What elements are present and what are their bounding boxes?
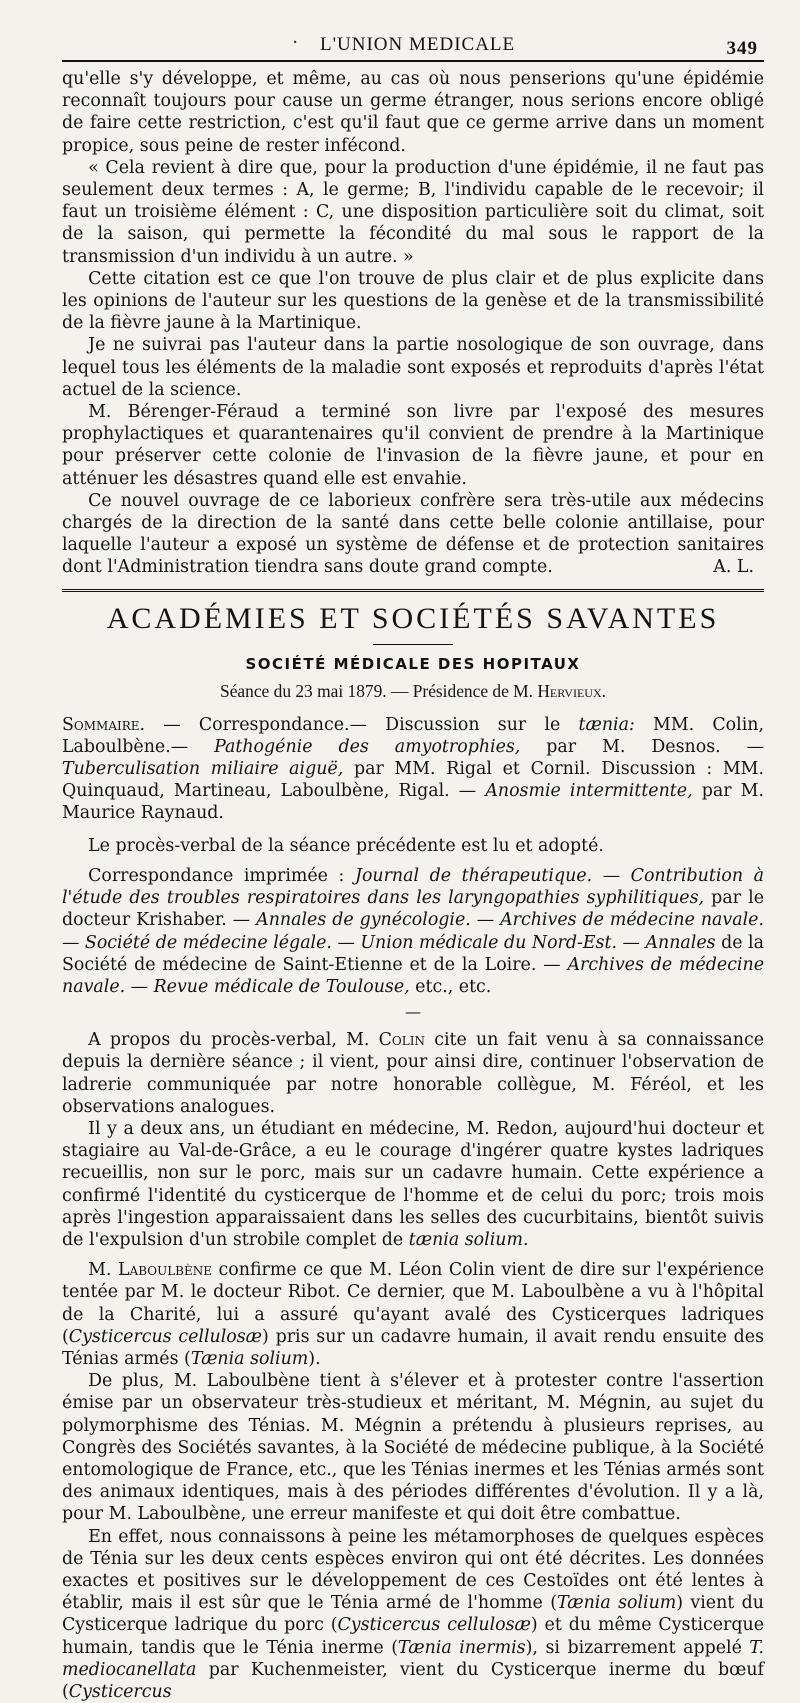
- conclusion-text: Ce nouvel ouvrage de ce laborieux confrère sera très-utile aux médecins chargés de la direction de la santé dans cette belle colonie antillaise, pour laquelle l'auteur a exposé un système de défense et de protection sanitaires dont l'Administration tiendra sans doute grand compte.: [62, 490, 764, 578]
- sommaire-italic-2: Pathogénie des amyotrophies,: [214, 736, 521, 757]
- laboulbene3-italic-1: Tænia solium: [556, 1593, 677, 1614]
- author-signature: A. L.: [713, 557, 754, 578]
- short-rule: [373, 644, 453, 645]
- sommaire-text-4: par MM. Rigal et Cornil. Discussion : MM. Quinquaud, Martineau, Laboulbène, Rigal. —: [62, 759, 764, 802]
- laboulbene1-text-2: confirme ce que M. Léon Colin vient de dire sur l'expérience tentée par M. le docteur Ribot. Ce dernier, que M. Laboulbène a vu à l'hôpital de la Charité, lui a assuré qu'ayant avalé des Cysticerques ladriques (: [62, 1260, 764, 1347]
- redon-italic-1: tænia solium.: [408, 1229, 529, 1250]
- colin-text-2: cite un fait venu à sa connaissance depuis la dernière séance ; il vient, pour ainsi dire, continuer l'observation de ladrerie communiquée par notre honorable collègue, M. Féréol, et les observations analogues.: [62, 1030, 765, 1117]
- running-header: [62, 28, 764, 58]
- colin-text-1: A propos du procès-verbal, M.: [88, 1030, 379, 1051]
- paragraph-colin: [62, 1029, 764, 1118]
- sommaire-italic-1: tænia:: [578, 714, 635, 735]
- societe-title: SOCIÉTÉ MÉDICALE DES HOPITAUX: [245, 654, 581, 673]
- seance-prefix: Séance du 23 mai 1879. — Présidence de M.: [220, 680, 533, 701]
- laboulbene3-text-4: ), si bizarrement appelé: [525, 1637, 750, 1658]
- sommaire-italic-4: Anosmie intermittente,: [485, 781, 693, 802]
- spacer: [62, 1251, 764, 1259]
- laboulbene1-italic-2: Tænia solium: [190, 1348, 309, 1369]
- correspondance-text-1: Correspondance imprimée :: [88, 865, 355, 886]
- section-rule: [62, 589, 764, 592]
- seance-president: Hervieux.: [537, 680, 606, 701]
- sommaire: [62, 714, 764, 825]
- paragraph-continuation: qu'elle s'y développe, et même, au cas où nous penserions qu'une épidémie reconnaît toujours pour cause un germe étranger, nous serions encore obligé de faire cette restriction, c'est qu'il faut que ce germe arrive dans un moment propice, sous peine de rester infécond.: [62, 69, 764, 156]
- sommaire-italic-3: Tuberculisation miliaire aiguë,: [62, 759, 344, 780]
- paragraph-nosologie: Je ne suivrai pas l'auteur dans la partie nosologique de son ouvrage, dans lequel tous les éléments de la maladie sont exposés et reproduits d'après l'état actuel de la science.: [62, 335, 764, 400]
- laboulbene3-italic-3: Tænia inermis: [398, 1637, 526, 1658]
- header-rule: [62, 60, 764, 62]
- section-title: ACADÉMIES ET SOCIÉTÉS SAVANTES: [106, 601, 720, 635]
- paragraph-laboulbene-3: [62, 1526, 764, 1703]
- speaker-colin: Colin: [378, 1030, 425, 1051]
- laboulbene3-italic-5: Cysticercus: [68, 1682, 172, 1702]
- sommaire-text-5: par M. Maurice Raynaud.: [62, 781, 764, 824]
- proces-verbal: Le procès-verbal de la séance précédente est lu et adopté.: [88, 835, 604, 856]
- sommaire-text-3: par M. Desnos. —: [520, 736, 764, 757]
- paragraph-laboulbene-1: [62, 1259, 764, 1370]
- laboulbene3-text-2: ) vient du Cysticerque ladrique du porc (: [62, 1593, 764, 1636]
- header-dot: ·: [292, 32, 300, 53]
- journal-title: L'UNION MEDICALE: [320, 34, 516, 55]
- laboulbene1-text-3: ) pris sur un cadavre humain, il avait rendu ensuite des Ténias armés (: [62, 1326, 764, 1369]
- correspondance: [62, 865, 764, 998]
- laboulbene3-text-3: ) et du même Cysticerque humain, tandis que le Ténia inerme (: [62, 1615, 764, 1658]
- correspondance-text-4: etc., etc.: [409, 976, 492, 997]
- speaker-laboulbene: Laboulbène: [117, 1260, 212, 1281]
- laboulbene1-text-1: M.: [88, 1260, 118, 1281]
- spacer: [62, 857, 764, 865]
- paragraph-redon: [62, 1118, 764, 1251]
- correspondance-italic-2: Annales de gynécologie. — Archives de médecine navale. — Société de médecine légale. — Union médicale du Nord-Est. — Annales: [62, 910, 764, 953]
- laboulbene3-text-5: par Kuchenmeister, vient du Cysticerque inerme du bœuf (: [62, 1659, 764, 1702]
- paragraph-conclusion: [62, 490, 764, 579]
- paragraph-laboulbene-2: De plus, M. Laboulbène tient à s'élever et à protester contre l'assertion émise par un observateur très-studieux et méritant, M. Mégnin, au sujet du polymorphisme des Ténias. M. Mégnin a prétendu à plusieurs reprises, au Congrès des Sociétés savantes, à la Société de médecine publique, à la Société entomologique de France, etc., que les Ténias inermes et les Ténias armés sont des animaux identiques, mais à des périodes différentes d'évolution. Il y a là, pour M. Laboulbène, une erreur manifeste et qui doit être combattue.: [62, 1371, 764, 1525]
- sommaire-text-2: MM. Colin, Laboulbène.—: [62, 714, 765, 757]
- paragraph-prophylaxie: M. Bérenger-Féraud a terminé son livre par l'exposé des mesures prophylactiques et quarantenaires qu'il convient de prendre à la Martinique pour préserver cette colonie de l'invasion de la fièvre jaune, et pour en atténuer les désastres quand elle est envahie.: [62, 402, 764, 489]
- sommaire-label: Sommaire.: [62, 714, 146, 735]
- correspondance-italic-1: Journal de thérapeutique. — Contribution à l'étude des troubles respiratoires dans les laryngopathies syphilitiques,: [62, 865, 764, 909]
- paragraph-citation: « Cela revient à dire que, pour la production d'une épidémie, il ne faut pas seulement deux termes : A, le germe; B, l'individu capable de le recevoir; il faut un troisième élément : C, une disposition particulière soit du climat, soit de la saison, qui permette la fécondité du mal sous le rapport de la transmission d'un individu à un autre. »: [62, 157, 764, 267]
- redon-text-1: Il y a deux ans, un étudiant en médecine, M. Redon, aujourd'hui docteur et stagiaire au Val-de-Grâce, a eu le courage d'ingérer quatre kystes ladriques recueillis, non sur le porc, mais sur un cadavre humain. Cette expérience a confirmé l'identité du cysticerque de l'homme et de celui du porc; trois mois après l'ingestion apparaissaient dans les selles des cucurbitains, bientôt suivis de l'expulsion d'un strobile complet de: [62, 1118, 764, 1250]
- correspondance-italic-3: Archives de médecine navale. — Revue médicale de Toulouse,: [62, 954, 764, 997]
- laboulbene1-italic-1: Cysticercus cellulosæ: [68, 1326, 263, 1347]
- page-number: 349: [726, 38, 758, 59]
- seance-line: [62, 681, 764, 702]
- correspondance-text-3: de la Société de médecine de Saint-Etienne et de la Loire. —: [62, 932, 764, 975]
- laboulbene1-text-4: ).: [308, 1348, 321, 1369]
- laboulbene3-italic-2: Cysticercus cellulosæ: [337, 1615, 531, 1636]
- correspondance-text-2: par le docteur Krishaber. —: [62, 888, 764, 931]
- separator-dash: —: [405, 1002, 421, 1022]
- paragraph-opinion: Cette citation est ce que l'on trouve de plus clair et de plus explicite dans les opinions de l'auteur sur les questions de la genèse et de la transmissibilité de la fièvre jaune à la Martinique.: [62, 268, 764, 334]
- laboulbene3-italic-4: T. mediocanellata: [62, 1637, 764, 1680]
- laboulbene3-text-1: En effet, nous connaissons à peine les métamorphoses de quelques espèces de Ténia sur les deux cents espèces environ qui ont été décrites. Les données exactes et positives sur le développement de ces Cestoïdes ont été lentes à établir, mais il est sûr que le Ténia armé de l'homme (: [62, 1526, 764, 1614]
- sommaire-text-1: — Correspondance.— Discussion sur le: [145, 714, 579, 735]
